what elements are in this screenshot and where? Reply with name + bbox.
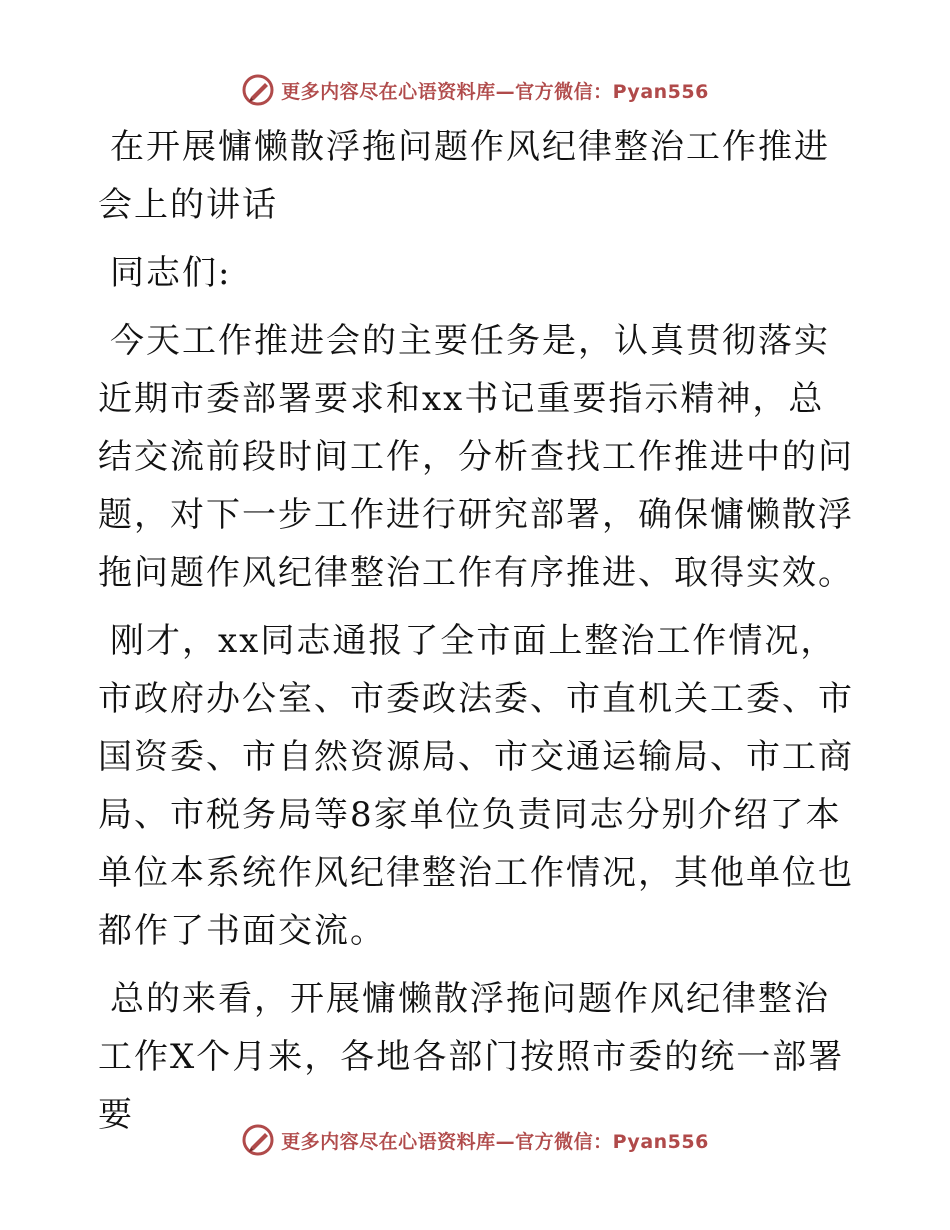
paragraph-greeting: 同志们: xyxy=(110,253,232,293)
paragraph: 刚才，xx同志通报了全市面上整治工作情况，市政府办公室、市委政法委、市直机关工委、市国资委、市自然资源局、市交通运输局、市工商局、市税务局等8家单位负责同志分别介绍了本单位本系统作风纪律整治工作情况，其他单位也都作了书面交流。 xyxy=(98,621,854,951)
header-watermark xyxy=(0,70,950,110)
document-title: 在开展慵懒散浮拖问题作风纪律整治工作推进会上的讲话 xyxy=(98,127,830,225)
pen-circle-logo-icon xyxy=(241,73,275,107)
paragraph: 总的来看，开展慵懒散浮拖问题作风纪律整治工作X个月来，各地各部门按照市委的统一部署要 xyxy=(98,979,845,1135)
document-body xyxy=(98,118,858,1154)
watermark-text: 更多内容尽在心语资料库—官方微信：Pyan556 xyxy=(281,80,709,103)
paragraph: 今天工作推进会的主要任务是，认真贯彻落实近期市委部署要求和xx书记重要指示精神，总结交流前段时间工作，分析查找工作推进中的问题，对下一步工作进行研究部署，确保慵懒散浮拖问题作风纪律整治工作有序推进、取得实效。 xyxy=(98,321,854,593)
pen-circle-logo-icon xyxy=(241,1123,275,1157)
footer-watermark xyxy=(0,1120,950,1160)
watermark-text: 更多内容尽在心语资料库—官方微信：Pyan556 xyxy=(281,1130,709,1153)
